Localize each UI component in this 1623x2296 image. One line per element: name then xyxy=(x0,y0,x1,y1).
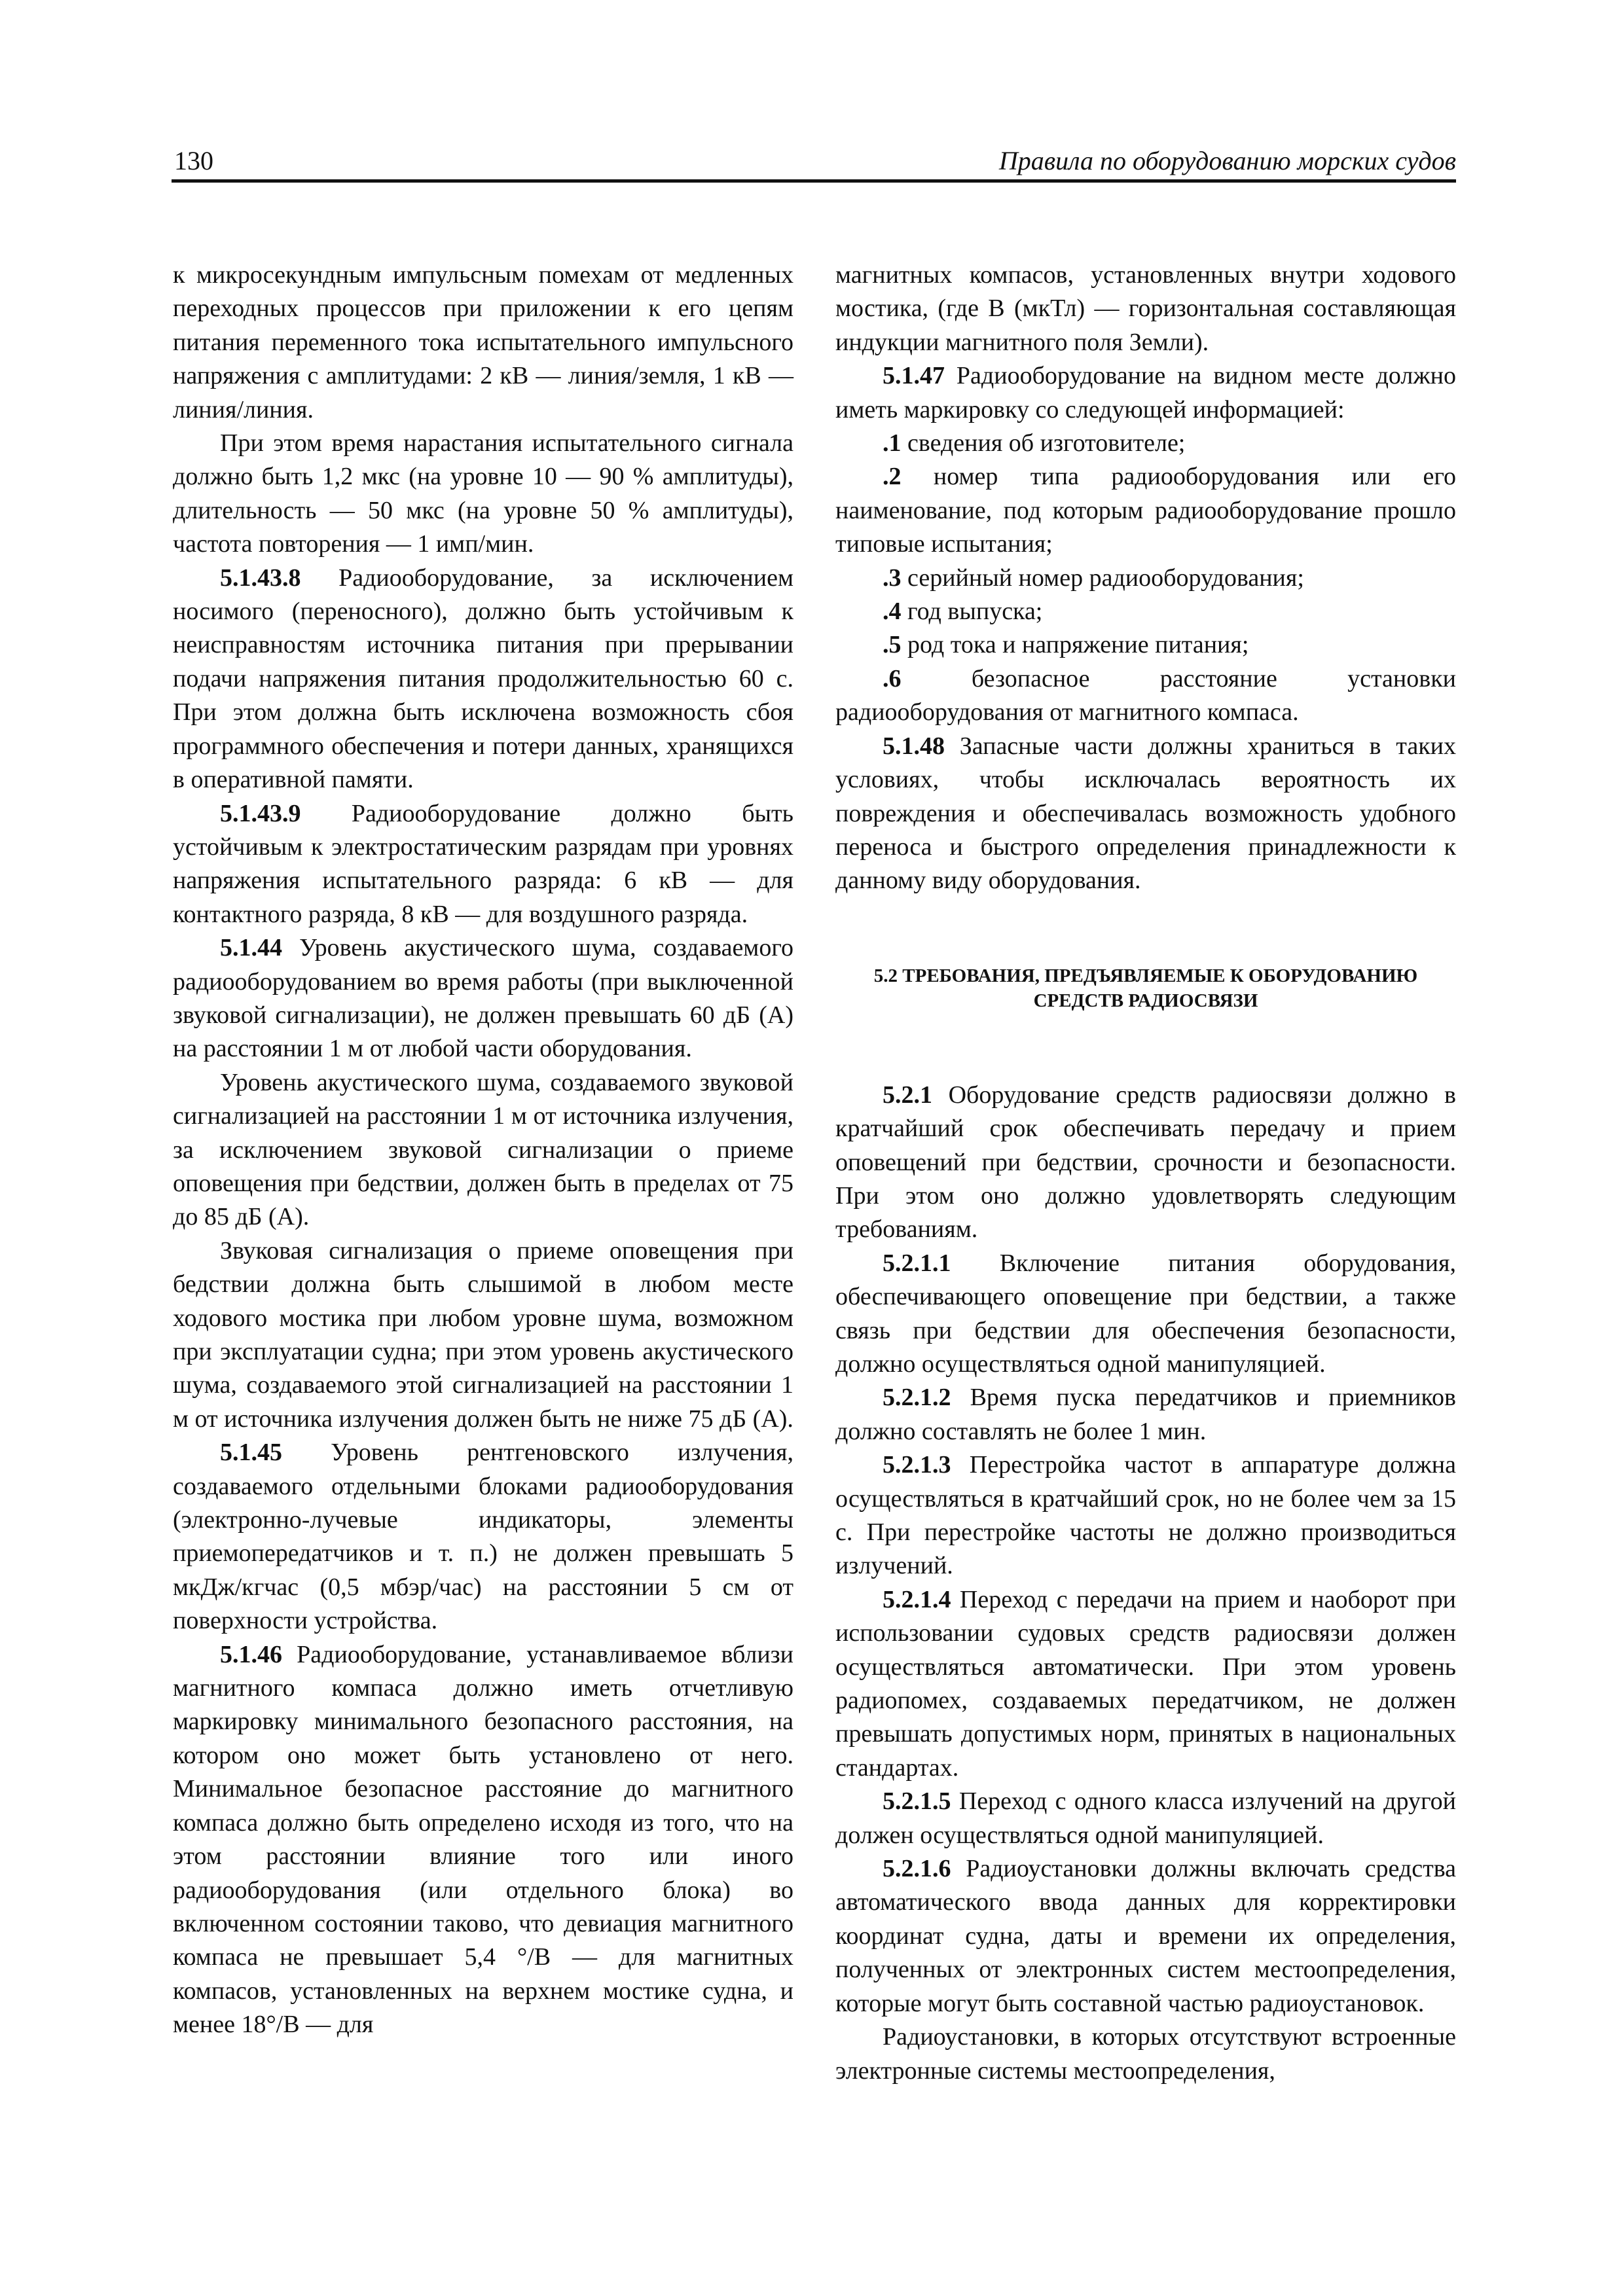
list-item: .2 номер типа радиооборудования или его наименование, под которым радиооборудование прошло типовые испытания; xyxy=(835,463,1456,558)
clause-number: 5.2.1.2 xyxy=(883,1384,951,1412)
list-item: .1 сведения об изготовителе; xyxy=(883,429,1186,457)
page-number: 130 xyxy=(174,146,213,175)
paragraph: 5.2.1.3 Перестройка частот в аппаратуре должна осуществляться в кратчайший срок, но не более чем за 15 с. При перестройке частоты не должно производиться излучений. xyxy=(835,1451,1456,1580)
paragraph: 5.1.43.8 Радиооборудование, за исключением носимого (переносного), должно быть устойчивым к неисправностям источника питания при прерывании подачи напряжения питания продолжительностью 60 с. При этом должна быть исключена возможность сбоя программного обеспечения и потери данных, хранящихся в оперативной памяти. xyxy=(173,564,793,794)
paragraph: 5.1.45 Уровень рентгеновского излучения, создаваемого отдельными блоками радиооборудования (электронно-лучевые индикаторы, элементы приемопередатчиков и т. п.) не должен превышать 5 мкДж/кгчас (0,5 мбэр/час) на расстоянии 5 см от поверхности устройства. xyxy=(173,1439,793,1635)
paragraph: 5.2.1.6 Радиоустановки должны включать средства автоматического ввода данных для корректировки координат судна, даты и времени их определения, полученных от электронных систем местоопределения, которые могут быть составной частью радиоустановок. xyxy=(835,1855,1456,2017)
paragraph: 5.1.44 Уровень акустического шума, создаваемого радиооборудованием во время работы (при выключенной звуковой сигнализации), не должен превышать 60 дБ (А) на расстоянии 1 м от любой части оборудования. xyxy=(173,934,793,1063)
paragraph: магнитных компасов, установленных внутри ходового мостика, (где В (мкТл) — горизонтальная составляющая индукции магнитного поля Земли). xyxy=(835,261,1456,356)
list-item: .6 безопасное расстояние установки радиооборудования от магнитного компаса. xyxy=(835,664,1456,726)
paragraph: 5.2.1.5 Переход с одного класса излучений на другой должен осуществляться одной манипуляцией. xyxy=(835,1787,1456,1849)
clause-number: 5.1.43.8 xyxy=(220,564,301,592)
clause-number: 5.2.1.1 xyxy=(883,1249,951,1277)
paragraph: Уровень акустического шума, создаваемого звуковой сигнализацией на расстоянии 1 м от источника излучения, за исключением звуковой сигнализации о приеме оповещения при бедствии, должен быть в пределах от 75 до 85 дБ (А). xyxy=(173,1068,793,1231)
clause-number: 5.1.48 xyxy=(883,732,945,760)
paragraph: 5.1.43.9 Радиооборудование должно быть устойчивым к электростатическим разрядам при уровнях напряжения испытательного разряда: 6 кВ — для контактного разряда, 8 кВ — для воздушного разряда. xyxy=(173,799,793,928)
paragraph: к микросекундным импульсным помехам от медленных переходных процессов при приложении к его цепям питания переменного тока испытательного импульсного напряжения с амплитудами: 2 кВ — линия/земля, 1 кВ — линия/линия. xyxy=(173,261,793,423)
clause-number: 5.1.46 xyxy=(220,1640,282,1668)
running-title: Правила по оборудованию морских судов xyxy=(998,146,1456,175)
paragraph: 5.2.1 Оборудование средств радиосвязи должно в кратчайший срок обеспечивать передачу и прием оповещений при бедствии, срочности и безопасности. При этом оно должно удовлетворять следующим требованиям. xyxy=(835,1081,1456,1244)
paragraph: 5.1.48 Запасные части должны храниться в таких условиях, чтобы исключалась вероятность их повреждения и обеспечивалась возможность удобного переноса и быстрого определения принадлежности к данному виду оборудования. xyxy=(835,732,1456,895)
paragraph: 5.2.1.4 Переход с передачи на прием и наоборот при использовании судовых средств радиосвязи должен осуществляться автоматически. При этом уровень радиопомех, создаваемых передатчиком, не должен превышать допустимых норм, принятых в национальных стандартах. xyxy=(835,1585,1456,1782)
paragraph: При этом время нарастания испытательного сигнала должно быть 1,2 мкс (на уровне 10 — 90 % амплитуды), длительность — 50 мкс (на уровне 50 % амплитуды), частота повторения — 1 имп/мин. xyxy=(173,429,793,558)
paragraph: 5.2.1.2 Время пуска передатчиков и приемников должно составлять не более 1 мин. xyxy=(835,1384,1456,1445)
paragraph: Звуковая сигнализация о приеме оповещения при бедствии должна быть слышимой в любом месте ходового мостика при любом уровне шума, возможном при эксплуатации судна; при этом уровень акустического шума, создаваемого этой сигнализацией на расстоянии 1 м от источника излучения должен быть не ниже 75 дБ (А). xyxy=(173,1236,793,1433)
paragraph: 5.1.47 Радиооборудование на видном месте должно иметь маркировку со следующей информацией: xyxy=(835,362,1456,423)
left-column xyxy=(173,259,793,2042)
paragraph: Радиоустановки, в которых отсутствуют встроенные электронные системы местоопределения, xyxy=(835,2023,1456,2085)
clause-number: 5.1.47 xyxy=(883,362,945,390)
clause-number: 5.2.1.6 xyxy=(883,1855,951,1883)
list-item: .4 год выпуска; xyxy=(883,598,1043,626)
clause-number: 5.2.1.3 xyxy=(883,1451,951,1479)
clause-number: 5.1.45 xyxy=(220,1439,282,1467)
paragraph: 5.1.46 Радиооборудование, устанавливаемое вблизи магнитного компаса должно иметь отчетливую маркировку минимального безопасного расстояния, на котором оно может быть установлено от него. Минимальное безопасное расстояние до магнитного компаса должно быть определено исходя из того, что на этом расстоянии влияние того или иного радиооборудования (или отдельного блока) во включенном состоянии таково, что девиация магнитного компаса не превышает 5,4 °/В — для магнитных компасов, установленных на верхнем мостике судна, и менее 18°/В — для xyxy=(173,1640,793,2039)
clause-number: 5.1.43.9 xyxy=(220,799,301,827)
clause-number: 5.2.1.4 xyxy=(883,1585,951,1613)
list-item: .5 род тока и напряжение питания; xyxy=(883,631,1249,659)
header-rule xyxy=(172,179,1456,183)
clause-number: 5.1.44 xyxy=(220,934,282,962)
paragraph: 5.2.1.1 Включение питания оборудования, обеспечивающего оповещение при бедствии, а также связь при бедствии для обеспечения безопасности, должно осуществляться одной манипуляцией. xyxy=(835,1249,1456,1378)
list-item: .3 серийный номер радиооборудования; xyxy=(883,564,1304,592)
clause-number: 5.2.1.5 xyxy=(883,1787,951,1816)
clause-number: 5.2.1 xyxy=(883,1081,932,1109)
section-heading: 5.2 ТРЕБОВАНИЯ, ПРЕДЪЯВЛЯЕМЫЕ К ОБОРУДОВАНИЮ СРЕДСТВ РАДИОСВЯЗИ xyxy=(873,965,1418,1011)
page-header xyxy=(172,143,1456,179)
right-column xyxy=(835,259,1456,2088)
